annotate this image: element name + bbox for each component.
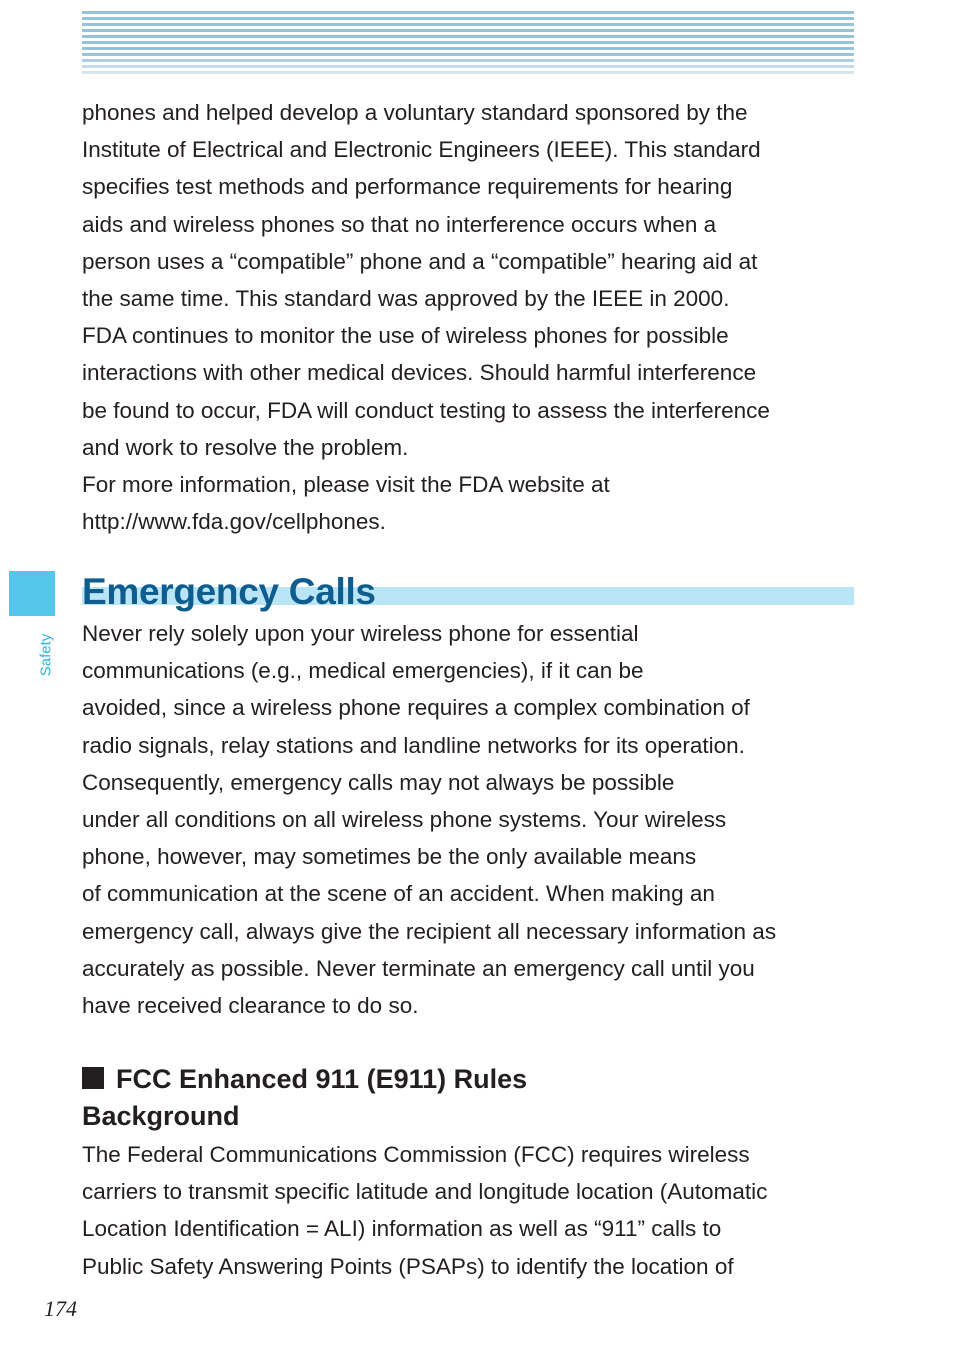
text-line: and work to resolve the problem. <box>82 434 409 460</box>
section-tab-marker <box>9 571 55 616</box>
text-line: Consequently, emergency calls may not always be possible <box>82 769 675 795</box>
fcc-paragraph <box>82 1136 857 1285</box>
text-line: emergency call, always give the recipient all necessary information as <box>82 918 777 944</box>
text-line: For more information, please visit the FDA website at <box>82 472 610 498</box>
section-title: Emergency Calls <box>82 571 376 612</box>
text-line: communications (e.g., medical emergencies), if it can be <box>82 658 644 684</box>
subheading-text: FCC Enhanced 911 (E911) Rules <box>116 1064 528 1094</box>
emergency-calls-heading <box>82 566 854 622</box>
text-line: carriers to transmit specific latitude and longitude location (Automatic <box>82 1179 768 1205</box>
text-line: under all conditions on all wireless phone systems. Your wireless <box>82 807 727 833</box>
square-bullet-icon <box>82 1067 104 1089</box>
text-line: be found to occur, FDA will conduct testing to assess the interference <box>82 397 770 423</box>
fcc-subheading <box>82 1061 782 1135</box>
text-line: The Federal Communications Commission (FCC) requires wireless <box>82 1142 750 1167</box>
text-line: have received clearance to do so. <box>82 993 419 1019</box>
text-line: avoided, since a wireless phone requires a complex combination of <box>82 695 750 721</box>
text-line: of communication at the scene of an accident. When making an <box>82 881 715 907</box>
text-line: radio signals, relay stations and landline networks for its operation. <box>82 732 745 758</box>
subheading-line-1 <box>82 1061 782 1098</box>
text-line: interactions with other medical devices. Should harmful interference <box>82 360 757 386</box>
text-line: specifies test methods and performance requirements for hearing <box>82 174 733 200</box>
section-tab-label: Safety <box>37 633 55 677</box>
text-line: accurately as possible. Never terminate an emergency call until you <box>82 955 755 981</box>
emergency-paragraph <box>82 615 857 1024</box>
header-stripe-band <box>82 11 854 77</box>
text-line: aids and wireless phones so that no interference occurs when a <box>82 211 717 237</box>
text-line: Never rely solely upon your wireless phone for essential <box>82 621 639 646</box>
text-line: Institute of Electrical and Electronic Engineers (IEEE). This standard <box>82 137 761 163</box>
text-line: person uses a “compatible” phone and a “compatible” hearing aid at <box>82 248 758 274</box>
text-line: Location Identification = ALI) information as well as “911” calls to <box>82 1216 722 1242</box>
text-line: FDA continues to monitor the use of wireless phones for possible <box>82 323 729 349</box>
subheading-line-2: Background <box>82 1101 240 1131</box>
intro-paragraph <box>82 94 857 540</box>
text-line: the same time. This standard was approved by the IEEE in 2000. <box>82 286 730 312</box>
fda-link-text: http://www.fda.gov/cellphones. <box>82 509 386 535</box>
page-number: 174 <box>44 1296 77 1321</box>
text-line: Public Safety Answering Points (PSAPs) to identify the location of <box>82 1253 734 1279</box>
text-line: phones and helped develop a voluntary standard sponsored by the <box>82 100 748 125</box>
text-line: phone, however, may sometimes be the only available means <box>82 844 697 870</box>
